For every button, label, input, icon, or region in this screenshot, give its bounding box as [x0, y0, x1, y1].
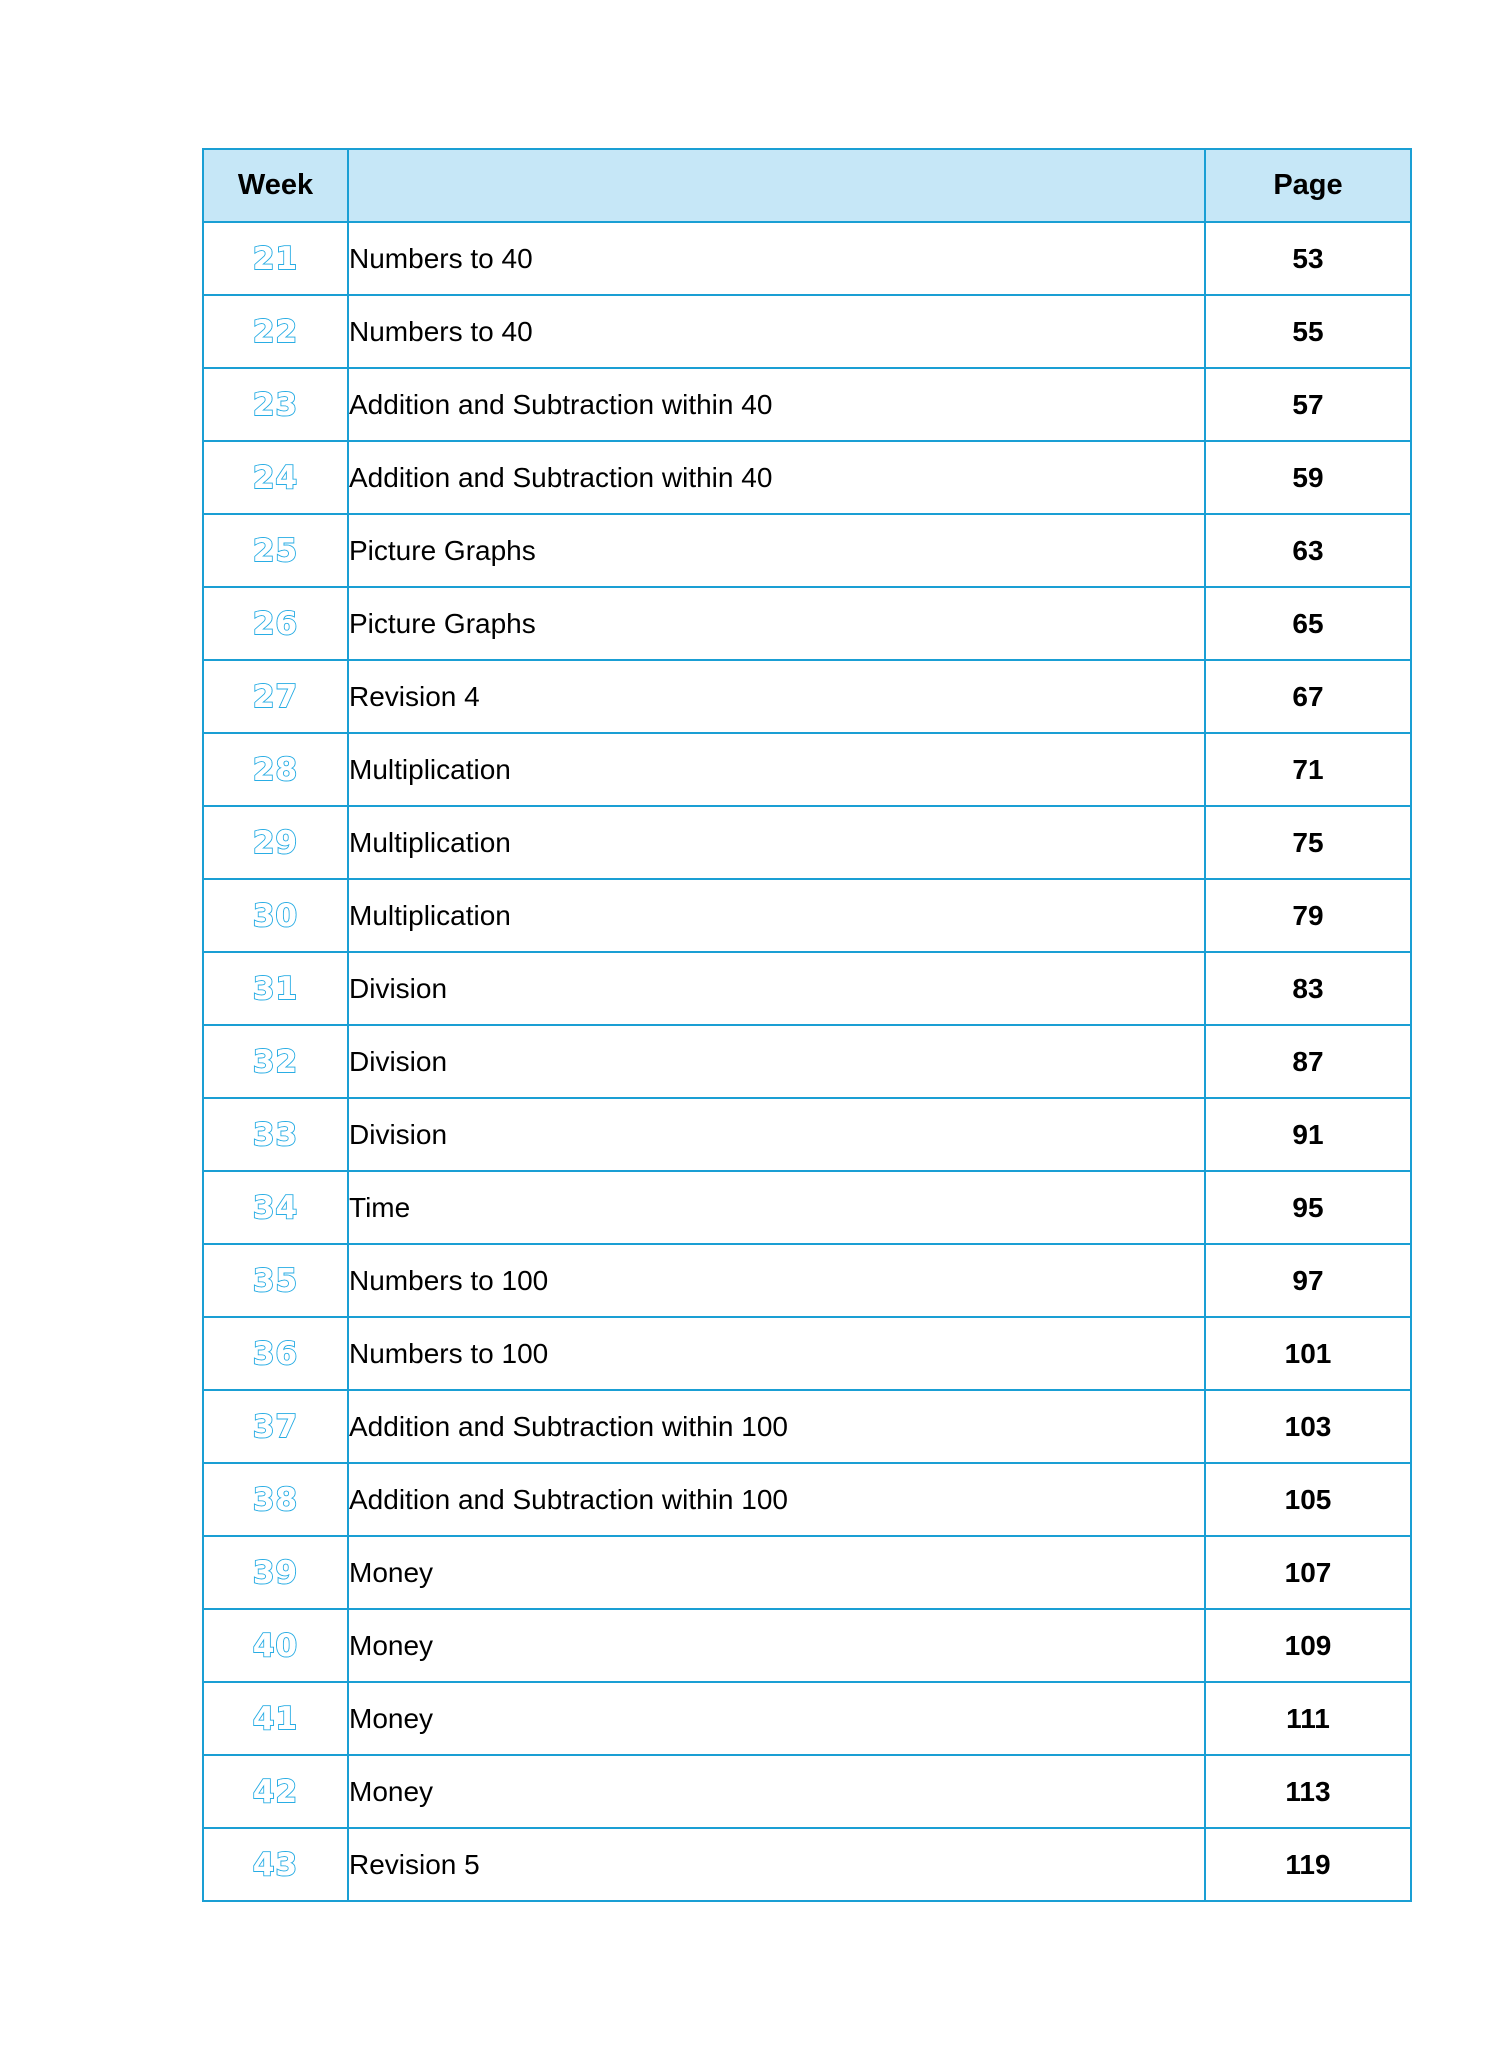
page-number-cell: 55: [1205, 295, 1411, 368]
topic-cell: Multiplication: [348, 879, 1205, 952]
page-number-cell: 111: [1205, 1682, 1411, 1755]
topic-cell: Numbers to 100: [348, 1317, 1205, 1390]
topic-cell: Picture Graphs: [348, 514, 1205, 587]
topic-cell: Revision 5: [348, 1828, 1205, 1901]
week-number: 43: [252, 1846, 299, 1883]
page-number-cell: 95: [1205, 1171, 1411, 1244]
week-number: 34: [252, 1189, 299, 1226]
week-number: 40: [252, 1627, 299, 1664]
week-number-cell: [203, 368, 348, 441]
table-row: [203, 1536, 1411, 1609]
week-number-cell: [203, 1828, 348, 1901]
week-number-cell: [203, 441, 348, 514]
week-number: 39: [252, 1554, 299, 1591]
table-row: [203, 806, 1411, 879]
page-number-cell: 103: [1205, 1390, 1411, 1463]
table-row: [203, 879, 1411, 952]
week-number-cell: [203, 660, 348, 733]
topic-cell: Revision 4: [348, 660, 1205, 733]
page-number-cell: 83: [1205, 952, 1411, 1025]
week-number: 32: [252, 1043, 299, 1080]
toc-table: [202, 148, 1412, 1902]
week-number: 25: [252, 532, 299, 569]
topic-cell: Division: [348, 1098, 1205, 1171]
table-row: [203, 1463, 1411, 1536]
toc-table-head: [203, 149, 1411, 222]
week-number: 41: [252, 1700, 299, 1737]
table-row: [203, 1171, 1411, 1244]
week-number-cell: [203, 1317, 348, 1390]
table-header-row: [203, 149, 1411, 222]
week-number-cell: [203, 1755, 348, 1828]
page-number-cell: 57: [1205, 368, 1411, 441]
topic-cell: Addition and Subtraction within 100: [348, 1390, 1205, 1463]
topic-cell: Numbers to 40: [348, 222, 1205, 295]
week-number: 33: [252, 1116, 299, 1153]
page-number-cell: 101: [1205, 1317, 1411, 1390]
topic-cell: Picture Graphs: [348, 587, 1205, 660]
topic-cell: Addition and Subtraction within 100: [348, 1463, 1205, 1536]
page-number-cell: 113: [1205, 1755, 1411, 1828]
week-number-cell: [203, 1463, 348, 1536]
week-number-cell: [203, 295, 348, 368]
topic-cell: Time: [348, 1171, 1205, 1244]
week-number: 37: [252, 1408, 299, 1445]
table-row: [203, 1609, 1411, 1682]
week-number-cell: [203, 1244, 348, 1317]
topic-cell: Money: [348, 1755, 1205, 1828]
table-row: [203, 733, 1411, 806]
week-number-cell: [203, 222, 348, 295]
topic-cell: Money: [348, 1536, 1205, 1609]
page-number-cell: 53: [1205, 222, 1411, 295]
topic-cell: Addition and Subtraction within 40: [348, 441, 1205, 514]
topic-cell: Numbers to 40: [348, 295, 1205, 368]
topic-cell: Multiplication: [348, 733, 1205, 806]
table-row: [203, 1098, 1411, 1171]
week-number: 24: [252, 459, 299, 496]
topic-cell: Money: [348, 1682, 1205, 1755]
toc-table-body: [203, 222, 1411, 1901]
week-number: 31: [252, 970, 299, 1007]
page-number-cell: 91: [1205, 1098, 1411, 1171]
week-number: 36: [252, 1335, 299, 1372]
week-number: 23: [252, 386, 299, 423]
table-row: [203, 441, 1411, 514]
page-number-cell: 59: [1205, 441, 1411, 514]
column-header-week: Week: [203, 149, 348, 222]
page-number-cell: 79: [1205, 879, 1411, 952]
page-number-cell: 119: [1205, 1828, 1411, 1901]
page-number-cell: 97: [1205, 1244, 1411, 1317]
page-number-cell: 105: [1205, 1463, 1411, 1536]
week-number-cell: [203, 1098, 348, 1171]
page-number-cell: 67: [1205, 660, 1411, 733]
week-number: 27: [252, 678, 299, 715]
topic-cell: Division: [348, 1025, 1205, 1098]
table-row: [203, 1755, 1411, 1828]
week-number-cell: [203, 1682, 348, 1755]
week-number-cell: [203, 1609, 348, 1682]
page-number-cell: 71: [1205, 733, 1411, 806]
page-number-cell: 75: [1205, 806, 1411, 879]
week-number: 28: [252, 751, 299, 788]
topic-cell: Addition and Subtraction within 40: [348, 368, 1205, 441]
week-number-cell: [203, 879, 348, 952]
table-row: [203, 295, 1411, 368]
column-header-page: Page: [1205, 149, 1411, 222]
week-number-cell: [203, 514, 348, 587]
week-number: 42: [252, 1773, 299, 1810]
page-number-cell: 107: [1205, 1536, 1411, 1609]
table-row: [203, 1828, 1411, 1901]
topic-cell: Multiplication: [348, 806, 1205, 879]
week-number-cell: [203, 806, 348, 879]
table-row: [203, 587, 1411, 660]
table-row: [203, 1682, 1411, 1755]
week-number: 30: [252, 897, 299, 934]
topic-cell: Division: [348, 952, 1205, 1025]
page-number-cell: 109: [1205, 1609, 1411, 1682]
topic-cell: Money: [348, 1609, 1205, 1682]
week-number-cell: [203, 1390, 348, 1463]
week-number-cell: [203, 952, 348, 1025]
week-number-cell: [203, 733, 348, 806]
topic-cell: Numbers to 100: [348, 1244, 1205, 1317]
week-number: 38: [252, 1481, 299, 1518]
table-row: [203, 952, 1411, 1025]
week-number: 35: [252, 1262, 299, 1299]
table-row: [203, 1317, 1411, 1390]
week-number: 21: [252, 240, 299, 277]
column-header-topic: [348, 149, 1205, 222]
page-number-cell: 87: [1205, 1025, 1411, 1098]
week-number-cell: [203, 1536, 348, 1609]
table-row: [203, 222, 1411, 295]
week-number: 29: [252, 824, 299, 861]
page-number-cell: 65: [1205, 587, 1411, 660]
week-number: 22: [252, 313, 299, 350]
table-row: [203, 660, 1411, 733]
table-row: [203, 1390, 1411, 1463]
table-row: [203, 514, 1411, 587]
week-number-cell: [203, 1171, 348, 1244]
table-row: [203, 1025, 1411, 1098]
table-of-contents: [202, 148, 1410, 1902]
table-row: [203, 1244, 1411, 1317]
page-number-cell: 63: [1205, 514, 1411, 587]
week-number-cell: [203, 587, 348, 660]
week-number-cell: [203, 1025, 348, 1098]
table-row: [203, 368, 1411, 441]
week-number: 26: [252, 605, 299, 642]
